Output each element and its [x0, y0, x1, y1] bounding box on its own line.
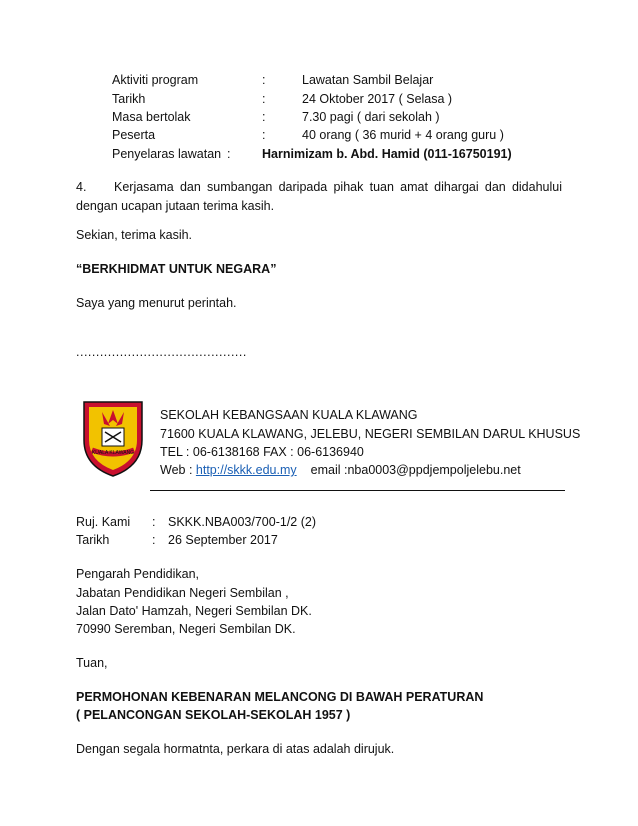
motto: “BERKHIDMAT UNTUK NEGARA” — [76, 262, 277, 276]
ref-value: SKKK.NBA003/700-1/2 (2) — [168, 515, 316, 529]
ref-row-date — [0, 533, 638, 551]
recipient-line: 70990 Seremban, Negeri Sembilan DK. — [76, 622, 296, 636]
info-label: Masa bertolak — [112, 110, 191, 124]
subject-line: PERMOHONAN KEBENARAN MELANCONG DI BAWAH PERATURAN — [76, 690, 484, 704]
info-row-activity — [0, 73, 638, 91]
school-phone: TEL : 06-6138168 FAX : 06-6136940 — [160, 445, 364, 459]
salutation: Tuan, — [76, 656, 108, 670]
info-label: Penyelaras lawatan — [112, 147, 222, 161]
paragraph-4 — [76, 178, 562, 216]
website-link[interactable]: http://skkk.edu.my — [195, 463, 297, 477]
info-row-departure — [0, 110, 638, 128]
info-label: Peserta — [112, 128, 156, 142]
ref-row-our-ref — [0, 515, 638, 533]
subject-line: ( PELANCONGAN SEKOLAH-SEKOLAH 1957 ) — [76, 708, 351, 722]
info-label: Tarikh — [112, 92, 146, 106]
paragraph-number: 4. — [76, 180, 87, 194]
obedient-text: Saya yang menurut perintah. — [76, 296, 237, 310]
web-label: Web : — [160, 463, 196, 477]
letterhead-divider — [150, 490, 565, 491]
school-email: email :nba0003@ppdjempoljelebu.net — [310, 463, 521, 477]
paragraph-text: Kerjasama dan sumbangan daripada pihak tuan amat dihargai dan didahului dengan ucapan jutaan terima kasih. — [76, 180, 562, 213]
signature-line: ........................................... — [76, 345, 247, 359]
info-value: Harnimizam b. Abd. Hamid (011-16750191) — [262, 147, 512, 161]
ref-label: Ruj. Kami — [76, 515, 131, 529]
opening-sentence: Dengan segala hormatnta, perkara di atas adalah dirujuk. — [76, 742, 395, 756]
ref-colon: : — [152, 515, 156, 529]
closing-text: Sekian, terima kasih. — [76, 228, 193, 242]
info-colon: : — [262, 92, 266, 106]
info-row-date — [0, 92, 638, 110]
info-colon: : — [262, 110, 266, 124]
school-logo — [80, 398, 146, 478]
logo-text: KUALA KLAWANG — [91, 450, 135, 456]
info-value: 24 Oktober 2017 ( Selasa ) — [302, 92, 453, 106]
recipient-line: Pengarah Pendidikan, — [76, 567, 200, 581]
info-label: Aktiviti program — [112, 73, 199, 87]
info-value: 40 orang ( 36 murid + 4 orang guru ) — [302, 128, 504, 142]
info-value: Lawatan Sambil Belajar — [302, 73, 434, 87]
info-row-participants — [0, 128, 638, 146]
school-web-row — [160, 463, 521, 477]
ref-label: Tarikh — [76, 533, 110, 547]
recipient-line: Jalan Dato' Hamzah, Negeri Sembilan DK. — [76, 604, 312, 618]
school-name: SEKOLAH KEBANGSAAN KUALA KLAWANG — [160, 408, 418, 422]
ref-value: 26 September 2017 — [168, 533, 278, 547]
info-colon: : — [227, 147, 231, 161]
ref-colon: : — [152, 533, 156, 547]
recipient-line: Jabatan Pendidikan Negeri Sembilan , — [76, 586, 289, 600]
info-colon: : — [262, 73, 266, 87]
info-value: 7.30 pagi ( dari sekolah ) — [302, 110, 440, 124]
school-crest-icon — [80, 398, 146, 478]
info-colon: : — [262, 128, 266, 142]
info-row-coordinator — [0, 147, 638, 165]
school-address: 71600 KUALA KLAWANG, JELEBU, NEGERI SEMBILAN DARUL KHUSUS — [160, 427, 581, 441]
